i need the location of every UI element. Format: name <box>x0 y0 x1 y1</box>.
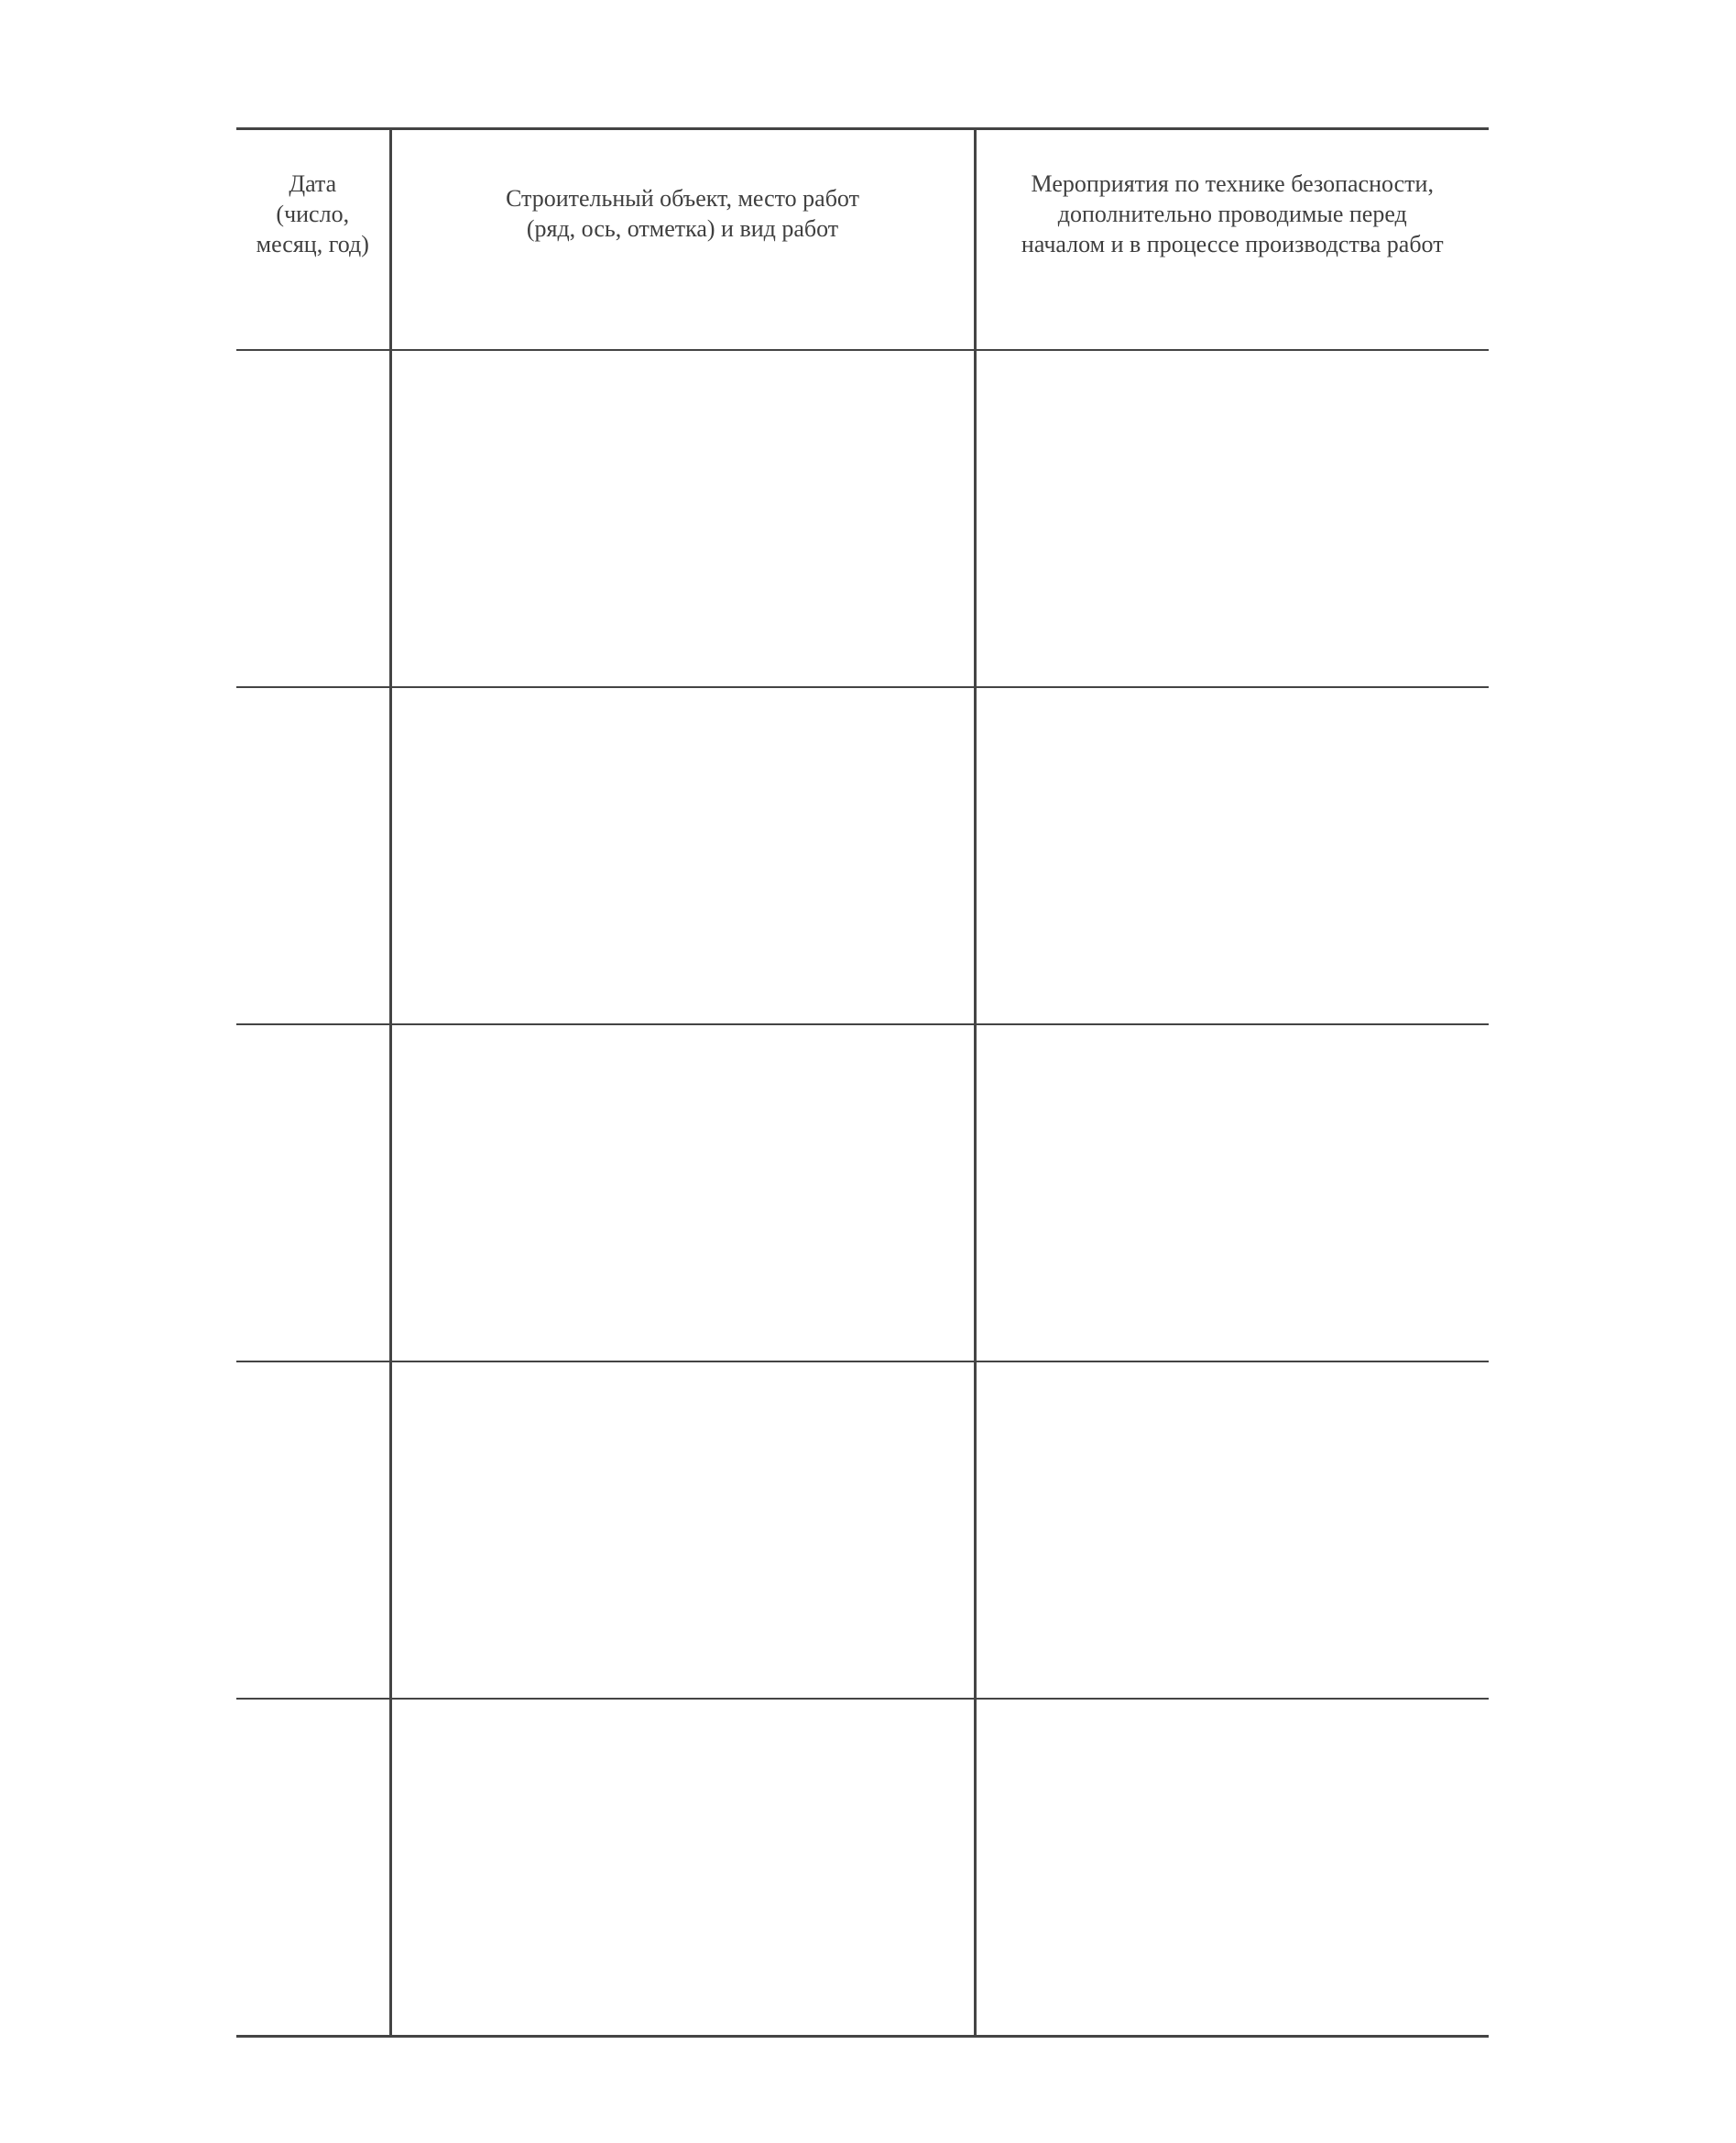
table-header <box>236 129 1489 351</box>
cell-measures[interactable] <box>975 350 1489 687</box>
header-date-label: Дата (число, месяц, год) <box>256 170 369 257</box>
table-row <box>236 1361 1489 1699</box>
cell-date[interactable] <box>236 350 390 687</box>
cell-measures[interactable] <box>975 1699 1489 2037</box>
cell-date[interactable] <box>236 1699 390 2037</box>
header-date <box>236 129 390 351</box>
table-body <box>236 350 1489 2037</box>
header-measures <box>975 129 1489 351</box>
safety-measures-journal-table <box>236 127 1489 2038</box>
cell-object[interactable] <box>390 1361 975 1699</box>
header-row <box>236 129 1489 351</box>
cell-object[interactable] <box>390 1699 975 2037</box>
cell-object[interactable] <box>390 1024 975 1361</box>
header-object <box>390 129 975 351</box>
cell-object[interactable] <box>390 350 975 687</box>
table-row <box>236 687 1489 1024</box>
cell-measures[interactable] <box>975 1361 1489 1699</box>
table-row <box>236 1024 1489 1361</box>
cell-date[interactable] <box>236 1024 390 1361</box>
cell-date[interactable] <box>236 687 390 1024</box>
cell-measures[interactable] <box>975 687 1489 1024</box>
cell-measures[interactable] <box>975 1024 1489 1361</box>
header-measures-label: Мероприятия по технике безопасности, дополнительно проводимые перед началом и в процессе производства работ <box>1021 170 1444 257</box>
cell-date[interactable] <box>236 1361 390 1699</box>
table-row <box>236 1699 1489 2037</box>
header-object-label: Строительный объект, место работ (ряд, ось, отметка) и вид работ <box>506 185 859 242</box>
table-row <box>236 350 1489 687</box>
cell-object[interactable] <box>390 687 975 1024</box>
